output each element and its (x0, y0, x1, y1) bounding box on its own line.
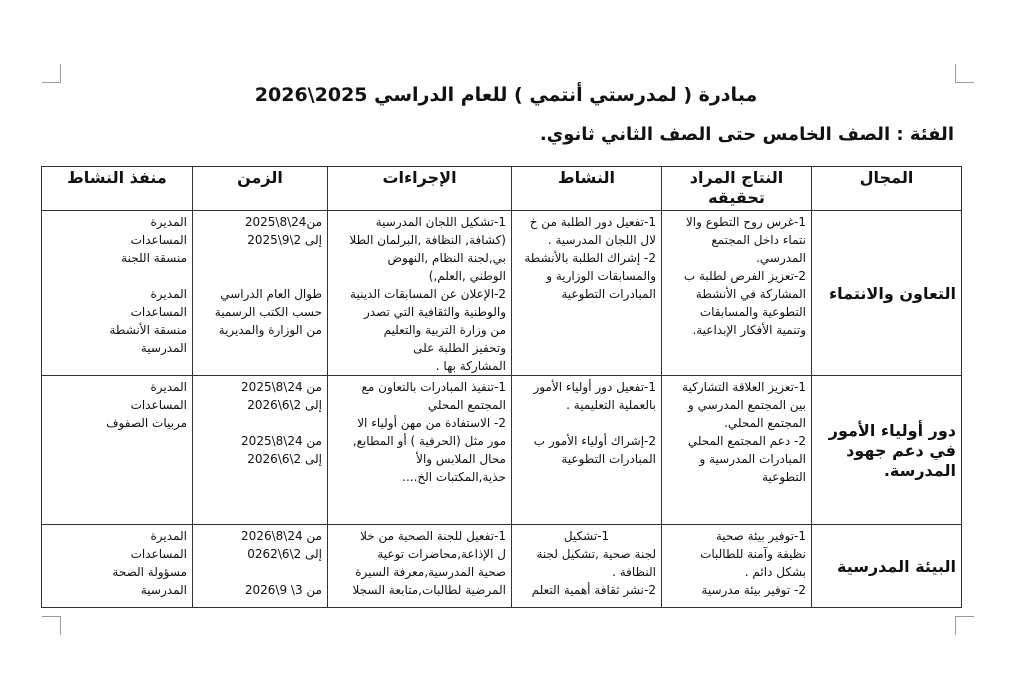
table-header-row (42, 167, 962, 211)
executor-cell: المديرة المساعدات منسقة اللجنة المديرة المساعدات منسقة الأنشطة المدرسية (42, 211, 193, 376)
header-time: الزمن (193, 167, 328, 211)
time-cell: من 24\8\2026 إلى 2\6\0262 من 3\ 9\2026 (193, 525, 328, 608)
header-executor: منفذ النشاط (42, 167, 193, 211)
page-corner-mark-bottom-left (42, 616, 61, 635)
table-row (42, 525, 962, 608)
header-procedures: الإجراءات (328, 167, 512, 211)
page-corner-mark-bottom-right (955, 616, 974, 635)
table-row (42, 211, 962, 376)
time-cell: من 24\8\2025 إلى 2\6\2026 من 24\8\2025 إلى 2\6\2026 (193, 376, 328, 525)
procedures-cell: 1-تشكيل اللجان المدرسية (كشافة, النظافة ,البرلمان الطلا بي,لجنة النظام ,النهوض الوطني ,العلم,) 2-الإعلان عن المسابقات الدينية والوطنية والثقافية التي تصدر من وزارة التربية والتعليم وتحفيز الطلبة على المشاركة بها . (328, 211, 512, 376)
procedures-cell: 1-تنفيذ المبادرات بالتعاون مع المجتمع المحلي 2- الاستفادة من مهن أولياء الا مور مثل (الحرفية ) أو المطابع, محال الملابس والأ حذية,المكتبات الخ.... (328, 376, 512, 525)
outcome-cell: 1-توفير بيئة صحية نظيفة وآمنة للطالبات بشكل دائم . 2- توفير بيئة مدرسية (662, 525, 812, 608)
header-field: المجال (812, 167, 962, 211)
field-cell: دور أولياء الأمور في دعم جهود المدرسة. (812, 376, 962, 525)
initiative-plan-table (41, 166, 962, 608)
table-row (42, 376, 962, 525)
activity-cell: 1-تفعيل دور الطلبة من خ لال اللجان المدرسية . 2- إشراك الطلبة بالأنشطة والمسابقات الوزارية و المبادرات التطوعية (512, 211, 662, 376)
header-outcome: النتاج المراد تحقيقه (662, 167, 812, 211)
category-line: الفئة : الصف الخامس حتى الصف الثاني ثانوي. (539, 124, 954, 145)
executor-cell: المديرة المساعدات مربيات الصفوف (42, 376, 193, 525)
field-cell: التعاون والانتماء (812, 211, 962, 376)
page-corner-mark-top-right (955, 64, 974, 83)
outcome-cell: 1-غرس روح التطوع والا نتماء داخل المجتمع المدرسي. 2-تعزيز الفرص لطلبة ب المشاركة في الأنشطة التطوعية والمسابقات وتنمية الأفكار الإبداعية. (662, 211, 812, 376)
procedures-cell: 1-تفعيل للجنة الصحية من خلا ل الإذاعة,محاضرات توعية صحية المدرسية,معرفة السيرة المرضية لطالبات,متابعة السجلا (328, 525, 512, 608)
outcome-cell: 1-تعزيز العلاقة التشاركية بين المجتمع المدرسي و المجتمع المحلي. 2- دعم المجتمع المحلي المبادرات المدرسية و التطوعية (662, 376, 812, 525)
activity-cell: 1-تشكيل لجنة صحية ,تشكيل لجنة النظافة . 2-نشر ثقافة أهمية التعلم (512, 525, 662, 608)
field-cell: البيئة المدرسية (812, 525, 962, 608)
header-activity: النشاط (512, 167, 662, 211)
executor-cell: المديرة المساعدات مسؤولة الصحة المدرسية (42, 525, 193, 608)
page-corner-mark-top-left (42, 64, 61, 83)
document-title: مبادرة ( لمدرستي أنتمي ) للعام الدراسي 2025\2026 (254, 84, 758, 106)
activity-cell: 1-تفعيل دور أولياء الأمور بالعملية التعليمية . 2-إشراك أولياء الأمور ب المبادرات التطوعية (512, 376, 662, 525)
time-cell: من24\8\2025 إلى 2\9\2025 طوال العام الدراسي حسب الكتب الرسمية من الوزارة والمديرية (193, 211, 328, 376)
